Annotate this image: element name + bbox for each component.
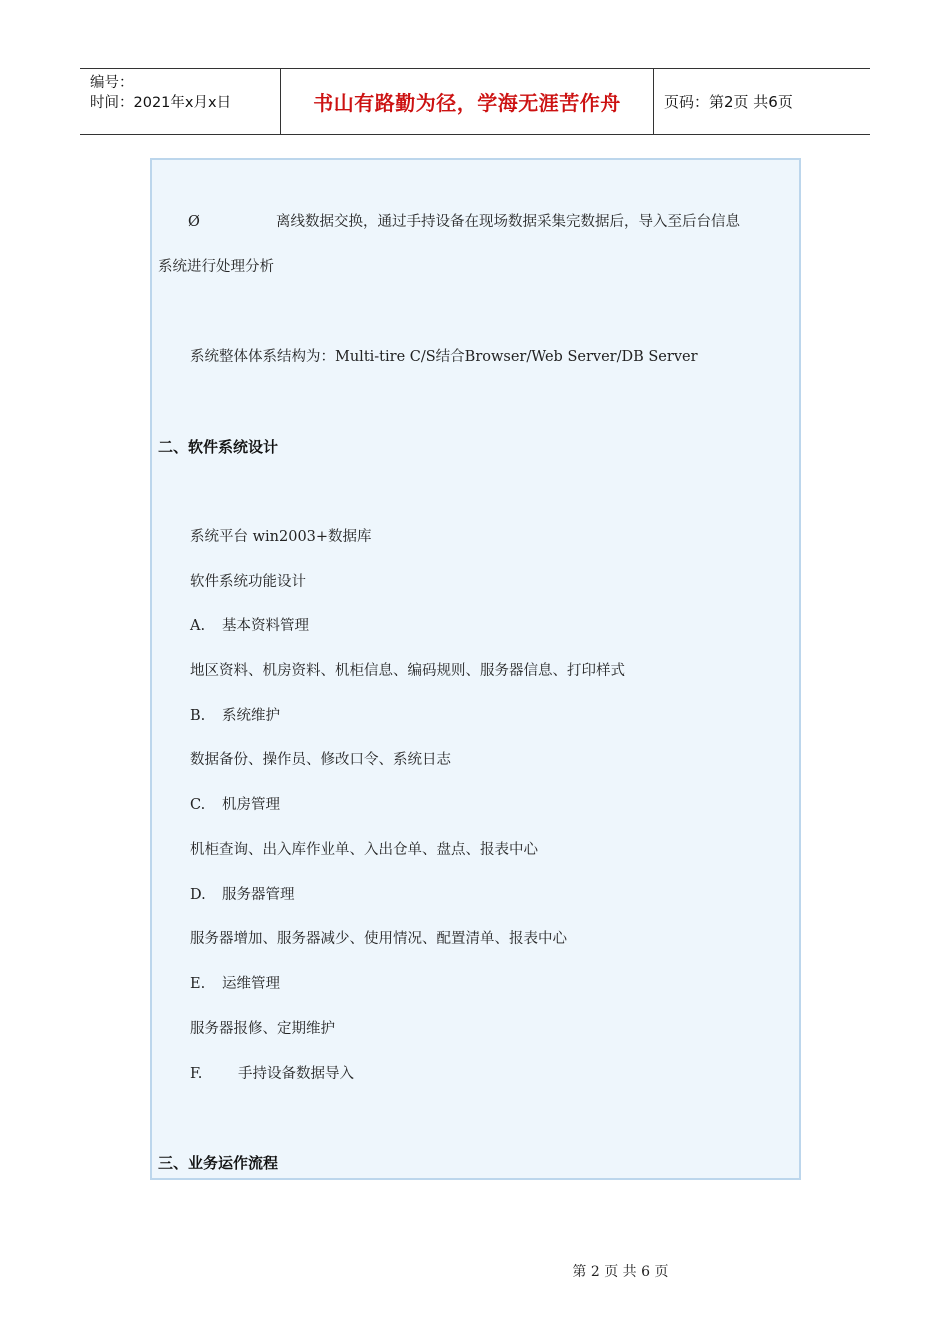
item-a-title-line <box>190 616 309 636</box>
function-design-line: 软件系统功能设计 <box>190 574 306 590</box>
page-footer <box>0 1245 950 1281</box>
bullet-line-1 <box>188 212 740 232</box>
item-b-title-line <box>190 706 280 726</box>
item-e-title-line <box>190 974 280 994</box>
footer-page-number: 第 2 页 共 6 页 <box>572 1264 669 1280</box>
platform-line: 系统平台 win2003+数据库 <box>190 529 372 545</box>
header-motto: 书山有路勤为径，学海无涯苦作舟 <box>313 91 621 115</box>
item-a-detail: 地区资料、机房资料、机柜信息、编码规则、服务器信息、打印样式 <box>190 663 625 679</box>
architecture-line: 系统整体体系结构为：Multi-tire C/S结合Browser/Web Server/DB Server <box>190 349 698 365</box>
item-letter: F. <box>190 1066 203 1082</box>
header-number-label: 编号： <box>90 75 134 91</box>
header-date-label: 时间：2021年x月x日 <box>90 95 232 111</box>
header-page-info: 页码：第2页 共6页 <box>664 93 793 111</box>
item-title: 手持设备数据导入 <box>238 1066 354 1082</box>
header-motto-cell <box>281 69 654 134</box>
item-f-title-line <box>190 1064 354 1084</box>
item-title: 运维管理 <box>222 976 280 992</box>
item-d-detail: 服务器增加、服务器减少、使用情况、配置清单、报表中心 <box>190 931 567 947</box>
item-letter: A. <box>190 618 206 634</box>
item-letter: C. <box>190 797 206 813</box>
content-box <box>150 158 801 1180</box>
header-meta <box>80 69 281 134</box>
item-c-detail: 机柜查询、出入库作业单、入出仓单、盘点、报表中心 <box>190 842 538 858</box>
bullet-text-1: 离线数据交换，通过手持设备在现场数据采集完数据后，导入至后台信息 <box>276 214 740 230</box>
item-letter: B. <box>190 708 206 724</box>
header-page-info-cell <box>654 69 870 134</box>
item-title: 机房管理 <box>222 797 280 813</box>
item-d-title-line <box>190 885 295 905</box>
item-letter: D. <box>190 887 206 903</box>
item-c-title-line <box>190 795 280 815</box>
item-title: 基本资料管理 <box>222 618 309 634</box>
page-header <box>80 68 870 135</box>
bullet-line-2: 系统进行处理分析 <box>158 259 274 275</box>
item-title: 系统维护 <box>222 708 280 724</box>
item-title: 服务器管理 <box>222 887 295 903</box>
section-2-heading: 二、软件系统设计 <box>158 438 279 456</box>
bullet-arrow-icon: Ø <box>188 214 200 230</box>
item-letter: E. <box>190 976 206 992</box>
item-e-detail: 服务器报修、定期维护 <box>190 1021 335 1037</box>
section-3-heading: 三、业务运作流程 <box>158 1154 279 1172</box>
item-b-detail: 数据备份、操作员、修改口令、系统日志 <box>190 752 451 768</box>
